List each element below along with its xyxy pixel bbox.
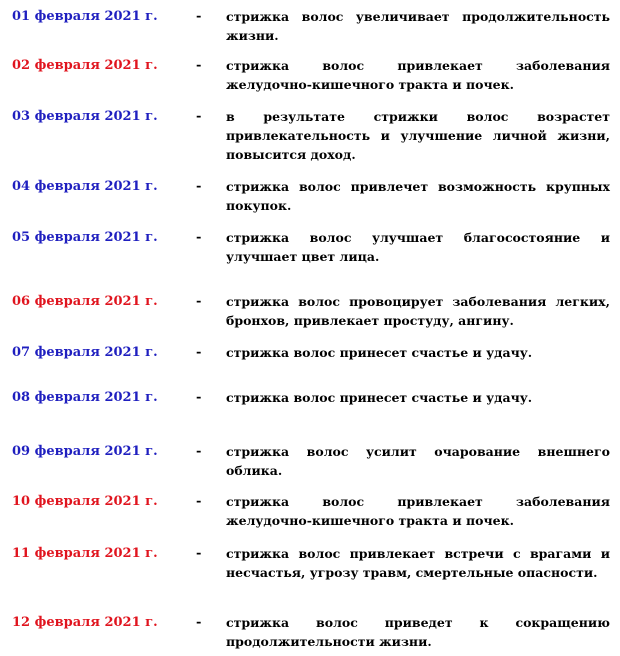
entry-separator: - [196, 390, 202, 405]
entry-separator: - [196, 58, 202, 73]
entry-description: стрижка волос привлечет возможность крупных покупок. [226, 179, 610, 213]
entry-date: 02 февраля 2021 г. [12, 58, 158, 73]
entry-date: 10 февраля 2021 г. [12, 494, 158, 509]
entry-description: стрижка волос принесет счастье и удачу. [226, 390, 533, 405]
entry-description: стрижка волос усилит очарование внешнего облика. [226, 444, 610, 478]
entry-description: стрижка волос увеличивает продолжительность жизни. [226, 9, 610, 43]
entry-description: стрижка волос провоцирует заболевания легких, бронхов, привлекает простуду, ангину. [226, 294, 610, 328]
entry-date: 06 февраля 2021 г. [12, 294, 158, 309]
entry-separator: - [196, 109, 202, 124]
entry-separator: - [196, 9, 202, 24]
entry-description: стрижка волос принесет счастье и удачу. [226, 345, 533, 360]
entry-description: стрижка волос привлекает заболевания желудочно-кишечного тракта и почек. [226, 58, 610, 92]
entry-date: 05 февраля 2021 г. [12, 230, 158, 245]
entry-date: 07 февраля 2021 г. [12, 345, 158, 360]
entry-separator: - [196, 615, 202, 630]
entry-separator: - [196, 179, 202, 194]
entry-date: 08 февраля 2021 г. [12, 390, 158, 405]
entry-description: стрижка волос привлекает заболевания желудочно-кишечного тракта и почек. [226, 494, 610, 528]
entry-separator: - [196, 230, 202, 245]
entry-date: 12 февраля 2021 г. [12, 615, 158, 630]
entry-date: 04 февраля 2021 г. [12, 179, 158, 194]
entry-separator: - [196, 444, 202, 459]
entry-description: стрижка волос привлекает встречи с врагами и несчастья, угрозу травм, смертельные опасности. [226, 546, 610, 580]
entry-separator: - [196, 546, 202, 561]
entry-description: стрижка волос приведет к сокращению продолжительности жизни. [226, 615, 610, 649]
entry-date: 01 февраля 2021 г. [12, 9, 158, 24]
entry-separator: - [196, 494, 202, 509]
entry-separator: - [196, 345, 202, 360]
entry-description: стрижка волос улучшает благосостояние и улучшает цвет лица. [226, 230, 610, 264]
entry-separator: - [196, 294, 202, 309]
entry-date: 09 февраля 2021 г. [12, 444, 158, 459]
entry-date: 11 февраля 2021 г. [12, 546, 158, 561]
entry-description: в результате стрижки волос возрастет привлекательность и улучшение личной жизни, повысится доход. [226, 109, 610, 162]
entry-date: 03 февраля 2021 г. [12, 109, 158, 124]
